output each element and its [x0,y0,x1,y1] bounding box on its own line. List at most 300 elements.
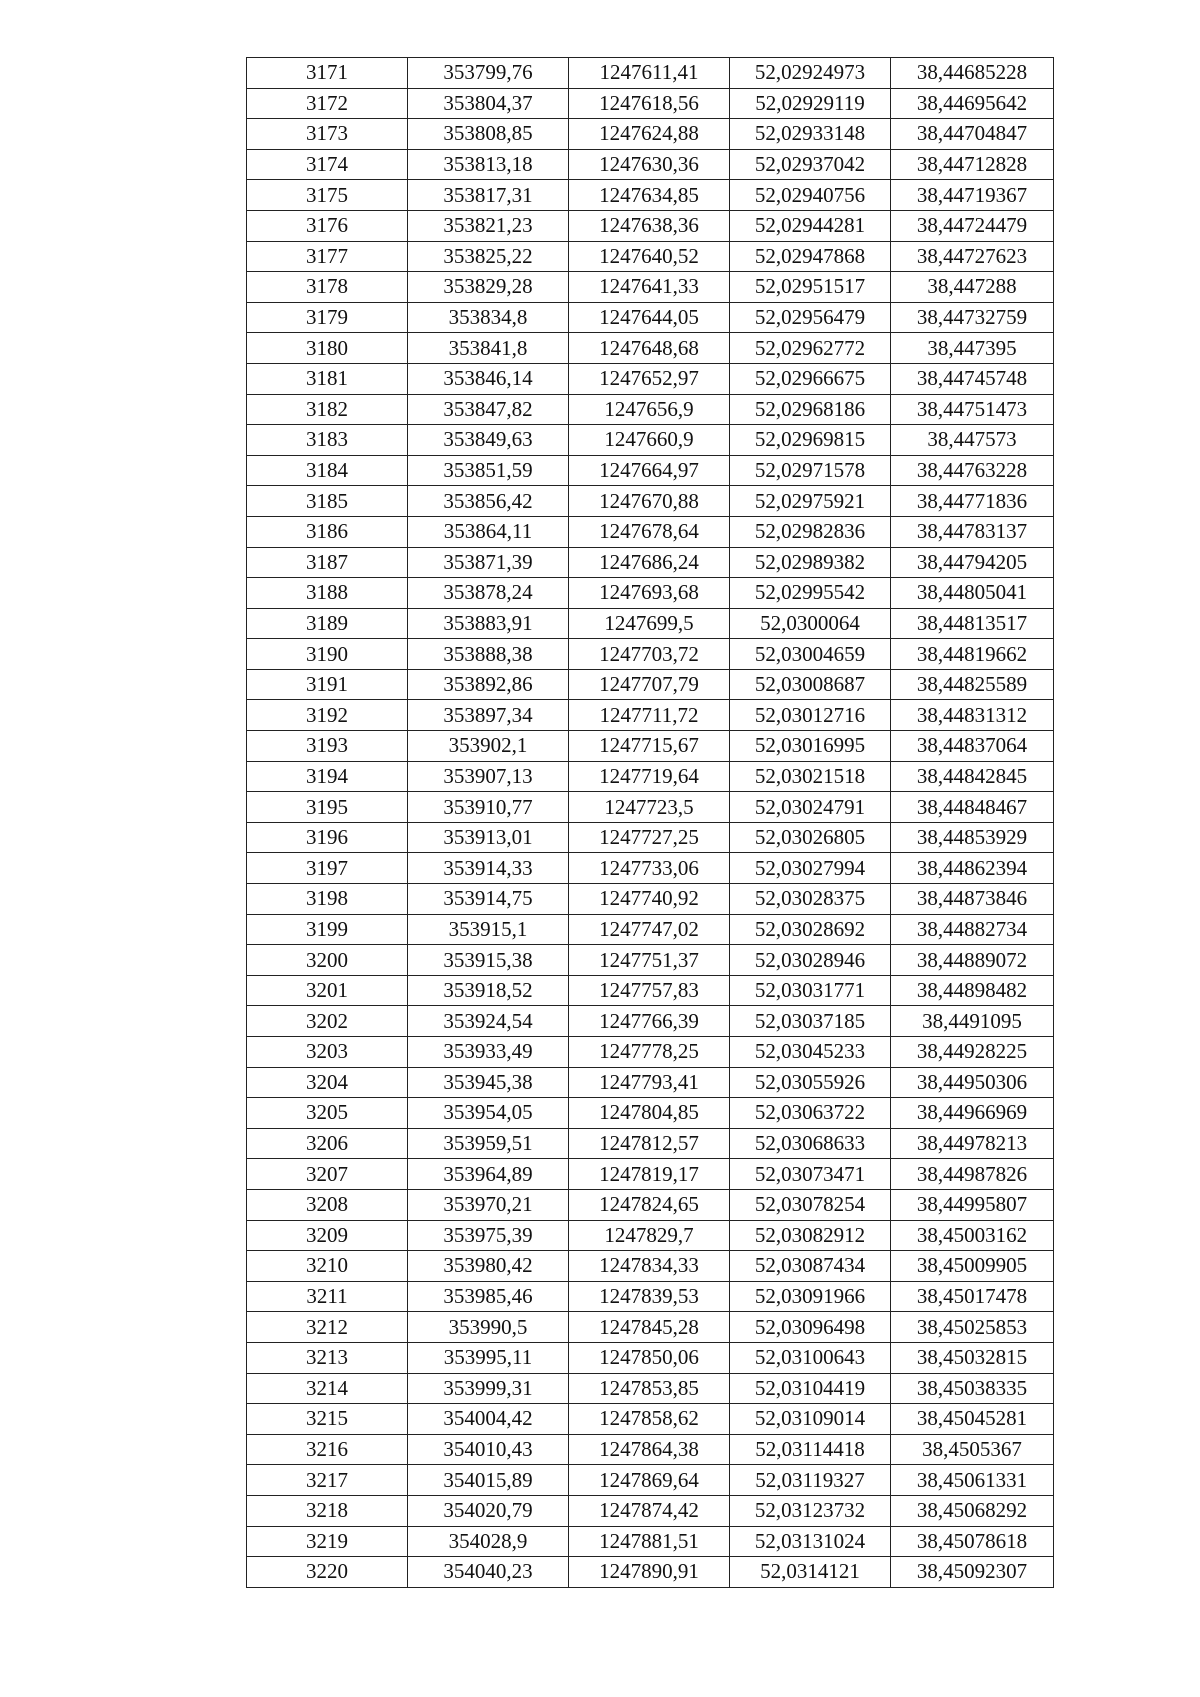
y-coordinate-cell: 1247751,37 [569,945,730,976]
point-number-cell: 3197 [247,853,408,884]
point-number-cell: 3182 [247,394,408,425]
latitude-cell: 52,03078254 [730,1189,891,1220]
x-coordinate-cell: 353970,21 [408,1189,569,1220]
x-coordinate-cell: 353924,54 [408,1006,569,1037]
table-row [247,394,1054,425]
longitude-cell: 38,44805041 [891,578,1054,609]
table-row [247,731,1054,762]
latitude-cell: 52,03123732 [730,1495,891,1526]
longitude-cell: 38,447395 [891,333,1054,364]
point-number-cell: 3191 [247,669,408,700]
point-number-cell: 3202 [247,1006,408,1037]
y-coordinate-cell: 1247723,5 [569,792,730,823]
y-coordinate-cell: 1247819,17 [569,1159,730,1190]
x-coordinate-cell: 353902,1 [408,731,569,762]
longitude-cell: 38,44745748 [891,363,1054,394]
y-coordinate-cell: 1247793,41 [569,1067,730,1098]
point-number-cell: 3186 [247,516,408,547]
coordinates-table-body [247,58,1054,1588]
y-coordinate-cell: 1247824,65 [569,1189,730,1220]
latitude-cell: 52,03114418 [730,1434,891,1465]
x-coordinate-cell: 353914,75 [408,884,569,915]
table-row [247,210,1054,241]
y-coordinate-cell: 1247640,52 [569,241,730,272]
latitude-cell: 52,03131024 [730,1526,891,1557]
longitude-cell: 38,44704847 [891,119,1054,150]
x-coordinate-cell: 353975,39 [408,1220,569,1251]
x-coordinate-cell: 354020,79 [408,1495,569,1526]
longitude-cell: 38,45003162 [891,1220,1054,1251]
latitude-cell: 52,02944281 [730,210,891,241]
latitude-cell: 52,03091966 [730,1281,891,1312]
y-coordinate-cell: 1247766,39 [569,1006,730,1037]
longitude-cell: 38,44987826 [891,1159,1054,1190]
point-number-cell: 3199 [247,914,408,945]
x-coordinate-cell: 353829,28 [408,272,569,303]
x-coordinate-cell: 353907,13 [408,761,569,792]
y-coordinate-cell: 1247858,62 [569,1404,730,1435]
latitude-cell: 52,02929119 [730,88,891,119]
longitude-cell: 38,44837064 [891,731,1054,762]
point-number-cell: 3195 [247,792,408,823]
y-coordinate-cell: 1247664,97 [569,455,730,486]
table-row [247,945,1054,976]
y-coordinate-cell: 1247670,88 [569,486,730,517]
x-coordinate-cell: 353883,91 [408,608,569,639]
point-number-cell: 3204 [247,1067,408,1098]
longitude-cell: 38,44995807 [891,1189,1054,1220]
x-coordinate-cell: 353878,24 [408,578,569,609]
latitude-cell: 52,03028692 [730,914,891,945]
y-coordinate-cell: 1247804,85 [569,1098,730,1129]
point-number-cell: 3208 [247,1189,408,1220]
longitude-cell: 38,44873846 [891,884,1054,915]
table-row [247,272,1054,303]
point-number-cell: 3200 [247,945,408,976]
x-coordinate-cell: 353999,31 [408,1373,569,1404]
longitude-cell: 38,4505367 [891,1434,1054,1465]
table-row [247,58,1054,89]
point-number-cell: 3196 [247,822,408,853]
latitude-cell: 52,0314121 [730,1557,891,1588]
x-coordinate-cell: 353980,42 [408,1251,569,1282]
x-coordinate-cell: 353847,82 [408,394,569,425]
x-coordinate-cell: 353915,1 [408,914,569,945]
x-coordinate-cell: 353821,23 [408,210,569,241]
table-row [247,1006,1054,1037]
table-row [247,1067,1054,1098]
table-row [247,884,1054,915]
longitude-cell: 38,45025853 [891,1312,1054,1343]
y-coordinate-cell: 1247829,7 [569,1220,730,1251]
latitude-cell: 52,02962772 [730,333,891,364]
x-coordinate-cell: 353995,11 [408,1342,569,1373]
table-row [247,761,1054,792]
longitude-cell: 38,45017478 [891,1281,1054,1312]
point-number-cell: 3211 [247,1281,408,1312]
table-row [247,1373,1054,1404]
longitude-cell: 38,44727623 [891,241,1054,272]
x-coordinate-cell: 354040,23 [408,1557,569,1588]
latitude-cell: 52,03026805 [730,822,891,853]
latitude-cell: 52,02956479 [730,302,891,333]
x-coordinate-cell: 353834,8 [408,302,569,333]
latitude-cell: 52,03104419 [730,1373,891,1404]
point-number-cell: 3206 [247,1128,408,1159]
longitude-cell: 38,44794205 [891,547,1054,578]
longitude-cell: 38,44889072 [891,945,1054,976]
point-number-cell: 3219 [247,1526,408,1557]
point-number-cell: 3205 [247,1098,408,1129]
table-row [247,180,1054,211]
longitude-cell: 38,45061331 [891,1465,1054,1496]
point-number-cell: 3189 [247,608,408,639]
x-coordinate-cell: 353918,52 [408,975,569,1006]
longitude-cell: 38,44763228 [891,455,1054,486]
table-row [247,241,1054,272]
table-row [247,119,1054,150]
point-number-cell: 3172 [247,88,408,119]
longitude-cell: 38,44842845 [891,761,1054,792]
x-coordinate-cell: 353871,39 [408,547,569,578]
point-number-cell: 3207 [247,1159,408,1190]
longitude-cell: 38,44831312 [891,700,1054,731]
point-number-cell: 3210 [247,1251,408,1282]
x-coordinate-cell: 353808,85 [408,119,569,150]
table-row [247,1159,1054,1190]
x-coordinate-cell: 353888,38 [408,639,569,670]
latitude-cell: 52,02933148 [730,119,891,150]
latitude-cell: 52,03027994 [730,853,891,884]
table-row [247,547,1054,578]
y-coordinate-cell: 1247686,24 [569,547,730,578]
point-number-cell: 3209 [247,1220,408,1251]
x-coordinate-cell: 353846,14 [408,363,569,394]
y-coordinate-cell: 1247711,72 [569,700,730,731]
latitude-cell: 52,03119327 [730,1465,891,1496]
point-number-cell: 3178 [247,272,408,303]
y-coordinate-cell: 1247618,56 [569,88,730,119]
y-coordinate-cell: 1247864,38 [569,1434,730,1465]
latitude-cell: 52,03028375 [730,884,891,915]
y-coordinate-cell: 1247869,64 [569,1465,730,1496]
x-coordinate-cell: 353849,63 [408,425,569,456]
latitude-cell: 52,03037185 [730,1006,891,1037]
longitude-cell: 38,44732759 [891,302,1054,333]
longitude-cell: 38,447573 [891,425,1054,456]
y-coordinate-cell: 1247839,53 [569,1281,730,1312]
table-row [247,1281,1054,1312]
longitude-cell: 38,44966969 [891,1098,1054,1129]
latitude-cell: 52,03087434 [730,1251,891,1282]
x-coordinate-cell: 353964,89 [408,1159,569,1190]
latitude-cell: 52,03012716 [730,700,891,731]
table-row [247,792,1054,823]
y-coordinate-cell: 1247853,85 [569,1373,730,1404]
y-coordinate-cell: 1247693,68 [569,578,730,609]
longitude-cell: 38,45032815 [891,1342,1054,1373]
latitude-cell: 52,03008687 [730,669,891,700]
point-number-cell: 3217 [247,1465,408,1496]
latitude-cell: 52,02969815 [730,425,891,456]
x-coordinate-cell: 354004,42 [408,1404,569,1435]
point-number-cell: 3212 [247,1312,408,1343]
y-coordinate-cell: 1247678,64 [569,516,730,547]
y-coordinate-cell: 1247834,33 [569,1251,730,1282]
longitude-cell: 38,45009905 [891,1251,1054,1282]
latitude-cell: 52,03031771 [730,975,891,1006]
point-number-cell: 3193 [247,731,408,762]
longitude-cell: 38,44685228 [891,58,1054,89]
y-coordinate-cell: 1247874,42 [569,1495,730,1526]
y-coordinate-cell: 1247652,97 [569,363,730,394]
y-coordinate-cell: 1247703,72 [569,639,730,670]
latitude-cell: 52,03055926 [730,1067,891,1098]
latitude-cell: 52,02968186 [730,394,891,425]
longitude-cell: 38,45092307 [891,1557,1054,1588]
table-row [247,1037,1054,1068]
longitude-cell: 38,447288 [891,272,1054,303]
table-row [247,608,1054,639]
point-number-cell: 3177 [247,241,408,272]
y-coordinate-cell: 1247890,91 [569,1557,730,1588]
y-coordinate-cell: 1247634,85 [569,180,730,211]
table-row [247,333,1054,364]
table-row [247,1557,1054,1588]
latitude-cell: 52,02951517 [730,272,891,303]
point-number-cell: 3187 [247,547,408,578]
point-number-cell: 3201 [247,975,408,1006]
point-number-cell: 3198 [247,884,408,915]
longitude-cell: 38,44862394 [891,853,1054,884]
x-coordinate-cell: 353825,22 [408,241,569,272]
point-number-cell: 3192 [247,700,408,731]
table-row [247,914,1054,945]
point-number-cell: 3194 [247,761,408,792]
table-row [247,1098,1054,1129]
point-number-cell: 3216 [247,1434,408,1465]
x-coordinate-cell: 353841,8 [408,333,569,364]
table-row [247,578,1054,609]
latitude-cell: 52,02947868 [730,241,891,272]
longitude-cell: 38,44724479 [891,210,1054,241]
y-coordinate-cell: 1247660,9 [569,425,730,456]
latitude-cell: 52,03004659 [730,639,891,670]
longitude-cell: 38,44813517 [891,608,1054,639]
coordinates-table [246,57,1054,1588]
table-row [247,853,1054,884]
table-row [247,149,1054,180]
longitude-cell: 38,4491095 [891,1006,1054,1037]
point-number-cell: 3175 [247,180,408,211]
table-row [247,516,1054,547]
latitude-cell: 52,03024791 [730,792,891,823]
x-coordinate-cell: 353813,18 [408,149,569,180]
x-coordinate-cell: 353851,59 [408,455,569,486]
y-coordinate-cell: 1247699,5 [569,608,730,639]
longitude-cell: 38,44898482 [891,975,1054,1006]
y-coordinate-cell: 1247747,02 [569,914,730,945]
x-coordinate-cell: 353804,37 [408,88,569,119]
x-coordinate-cell: 353985,46 [408,1281,569,1312]
table-row [247,1251,1054,1282]
longitude-cell: 38,44751473 [891,394,1054,425]
y-coordinate-cell: 1247715,67 [569,731,730,762]
table-row [247,1495,1054,1526]
table-row [247,700,1054,731]
latitude-cell: 52,02940756 [730,180,891,211]
table-row [247,1465,1054,1496]
longitude-cell: 38,45045281 [891,1404,1054,1435]
point-number-cell: 3176 [247,210,408,241]
x-coordinate-cell: 353945,38 [408,1067,569,1098]
latitude-cell: 52,03068633 [730,1128,891,1159]
latitude-cell: 52,0300064 [730,608,891,639]
table-row [247,1128,1054,1159]
point-number-cell: 3185 [247,486,408,517]
y-coordinate-cell: 1247740,92 [569,884,730,915]
y-coordinate-cell: 1247727,25 [569,822,730,853]
y-coordinate-cell: 1247648,68 [569,333,730,364]
table-row [247,88,1054,119]
point-number-cell: 3184 [247,455,408,486]
point-number-cell: 3213 [247,1342,408,1373]
latitude-cell: 52,03082912 [730,1220,891,1251]
y-coordinate-cell: 1247757,83 [569,975,730,1006]
point-number-cell: 3181 [247,363,408,394]
y-coordinate-cell: 1247845,28 [569,1312,730,1343]
point-number-cell: 3218 [247,1495,408,1526]
x-coordinate-cell: 353897,34 [408,700,569,731]
latitude-cell: 52,03021518 [730,761,891,792]
table-row [247,363,1054,394]
y-coordinate-cell: 1247850,06 [569,1342,730,1373]
latitude-cell: 52,02975921 [730,486,891,517]
y-coordinate-cell: 1247611,41 [569,58,730,89]
latitude-cell: 52,03028946 [730,945,891,976]
table-row [247,455,1054,486]
latitude-cell: 52,02989382 [730,547,891,578]
x-coordinate-cell: 353915,38 [408,945,569,976]
point-number-cell: 3183 [247,425,408,456]
table-row [247,1342,1054,1373]
point-number-cell: 3214 [247,1373,408,1404]
latitude-cell: 52,02966675 [730,363,891,394]
y-coordinate-cell: 1247812,57 [569,1128,730,1159]
table-row [247,1189,1054,1220]
point-number-cell: 3173 [247,119,408,150]
x-coordinate-cell: 353817,31 [408,180,569,211]
x-coordinate-cell: 353914,33 [408,853,569,884]
y-coordinate-cell: 1247624,88 [569,119,730,150]
table-row [247,1220,1054,1251]
x-coordinate-cell: 353799,76 [408,58,569,89]
y-coordinate-cell: 1247630,36 [569,149,730,180]
table-row [247,1404,1054,1435]
longitude-cell: 38,44819662 [891,639,1054,670]
point-number-cell: 3188 [247,578,408,609]
x-coordinate-cell: 353864,11 [408,516,569,547]
x-coordinate-cell: 354010,43 [408,1434,569,1465]
table-row [247,486,1054,517]
y-coordinate-cell: 1247881,51 [569,1526,730,1557]
table-row [247,822,1054,853]
x-coordinate-cell: 353959,51 [408,1128,569,1159]
x-coordinate-cell: 353990,5 [408,1312,569,1343]
longitude-cell: 38,44978213 [891,1128,1054,1159]
point-number-cell: 3190 [247,639,408,670]
point-number-cell: 3203 [247,1037,408,1068]
table-row [247,639,1054,670]
x-coordinate-cell: 353954,05 [408,1098,569,1129]
longitude-cell: 38,44771836 [891,486,1054,517]
table-row [247,302,1054,333]
latitude-cell: 52,02937042 [730,149,891,180]
point-number-cell: 3220 [247,1557,408,1588]
y-coordinate-cell: 1247719,64 [569,761,730,792]
latitude-cell: 52,02971578 [730,455,891,486]
y-coordinate-cell: 1247707,79 [569,669,730,700]
point-number-cell: 3171 [247,58,408,89]
longitude-cell: 38,45038335 [891,1373,1054,1404]
longitude-cell: 38,45068292 [891,1495,1054,1526]
x-coordinate-cell: 353856,42 [408,486,569,517]
y-coordinate-cell: 1247778,25 [569,1037,730,1068]
latitude-cell: 52,02924973 [730,58,891,89]
longitude-cell: 38,44950306 [891,1067,1054,1098]
longitude-cell: 38,44882734 [891,914,1054,945]
latitude-cell: 52,03100643 [730,1342,891,1373]
longitude-cell: 38,44848467 [891,792,1054,823]
x-coordinate-cell: 353913,01 [408,822,569,853]
point-number-cell: 3174 [247,149,408,180]
x-coordinate-cell: 353933,49 [408,1037,569,1068]
latitude-cell: 52,02982836 [730,516,891,547]
latitude-cell: 52,03016995 [730,731,891,762]
y-coordinate-cell: 1247644,05 [569,302,730,333]
y-coordinate-cell: 1247656,9 [569,394,730,425]
longitude-cell: 38,44719367 [891,180,1054,211]
longitude-cell: 38,44928225 [891,1037,1054,1068]
latitude-cell: 52,02995542 [730,578,891,609]
latitude-cell: 52,03109014 [730,1404,891,1435]
y-coordinate-cell: 1247733,06 [569,853,730,884]
longitude-cell: 38,45078618 [891,1526,1054,1557]
latitude-cell: 52,03096498 [730,1312,891,1343]
x-coordinate-cell: 353892,86 [408,669,569,700]
point-number-cell: 3215 [247,1404,408,1435]
point-number-cell: 3180 [247,333,408,364]
longitude-cell: 38,44853929 [891,822,1054,853]
y-coordinate-cell: 1247641,33 [569,272,730,303]
latitude-cell: 52,03063722 [730,1098,891,1129]
longitude-cell: 38,44695642 [891,88,1054,119]
table-row [247,1526,1054,1557]
point-number-cell: 3179 [247,302,408,333]
table-row [247,425,1054,456]
latitude-cell: 52,03045233 [730,1037,891,1068]
table-row [247,669,1054,700]
longitude-cell: 38,44712828 [891,149,1054,180]
latitude-cell: 52,03073471 [730,1159,891,1190]
x-coordinate-cell: 354028,9 [408,1526,569,1557]
longitude-cell: 38,44783137 [891,516,1054,547]
longitude-cell: 38,44825589 [891,669,1054,700]
table-row [247,1312,1054,1343]
table-row [247,1434,1054,1465]
x-coordinate-cell: 353910,77 [408,792,569,823]
x-coordinate-cell: 354015,89 [408,1465,569,1496]
